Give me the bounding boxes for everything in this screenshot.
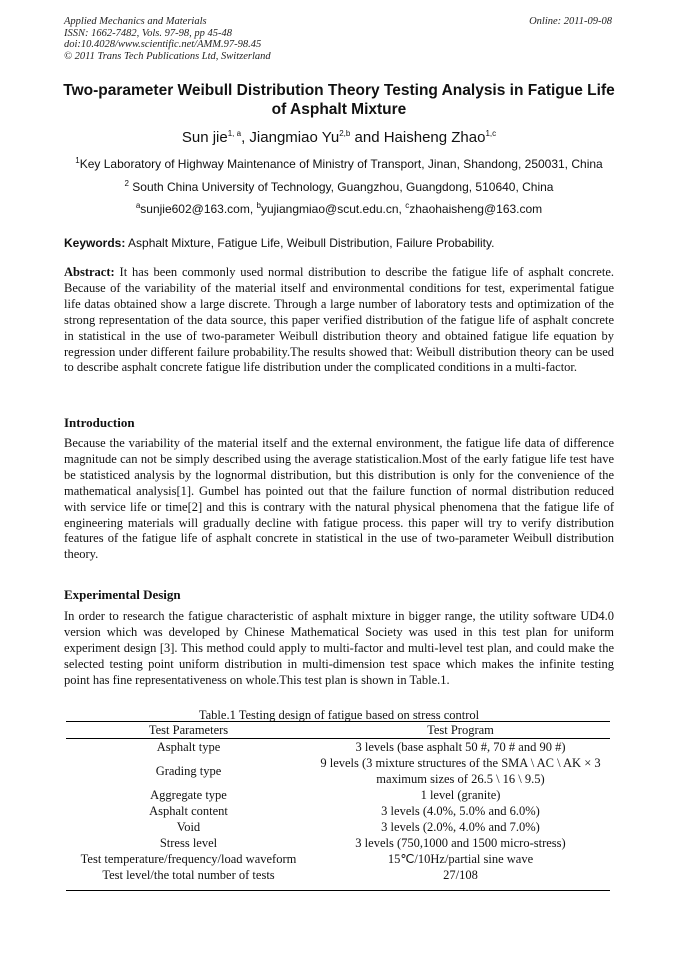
table-row xyxy=(66,803,610,819)
table-row xyxy=(66,835,610,851)
table-cell: Test level/the total number of tests xyxy=(102,868,275,882)
introduction-text: Because the variability of the material itself and the external environment, the fatigue life data of difference magnitude can not be simply described using the average statisticalion.Most of the early fatigue life test have be statisticed analysis by the lognormal distribution, but this distribution is only for the convenience of the mathematical analysis[1]. Gumbel has pointed out that the failure function of normal distribution reduced with service life or time[2] and this is contrary with the natural physical phenomena that the fatigue life of engineering materials will gradually decline with fatigue process. this paper will try to verify distribution features of the fatigue life of asphalt concrete in statistical in the use of two-parameter Weibull distribution theory. xyxy=(64,436,614,562)
table-cell: 3 levels (4.0%, 5.0% and 6.0%) xyxy=(381,804,540,818)
experimental-heading: Experimental Design xyxy=(64,587,181,602)
test-design-table xyxy=(66,722,610,883)
table-cell: 3 levels (750,1000 and 1500 micro-stress) xyxy=(355,836,566,850)
keywords-label: Keywords: xyxy=(64,236,126,250)
column-header: Test Program xyxy=(311,722,610,739)
table-row xyxy=(66,851,610,867)
author-separator: , xyxy=(241,129,250,146)
affiliation-text: Key Laboratory of Highway Maintenance of Ministry of Transport, Jinan, Shandong, 250031, China xyxy=(79,157,603,171)
author-emails xyxy=(0,202,678,216)
doi-line: doi:10.4028/www.scientific.net/AMM.97-98.45 xyxy=(64,39,262,50)
table-cell: 9 levels (3 mixture structures of the SMA \ AC \ AK × 3 maximum sizes of 26.5 \ 16 \ 9.5) xyxy=(320,756,601,786)
abstract xyxy=(64,265,614,376)
table-cell: 27/108 xyxy=(443,868,478,882)
experimental-text: In order to research the fatigue characteristic of asphalt mixture in bigger range, the utility software UD4.0 version which was developed by Chinese Mathematical Society was used in this test plan for uniform experiment design [3]. This method could apply to multi-factor and multi-level test plan, and could make the selected testing point uniform distribution in multi-dimension test space which makes the infinite testing point has fine representativeness on whole.This test plan is shown in Table.1. xyxy=(64,609,614,687)
journal-header xyxy=(64,16,271,62)
affiliation-marker: 1 xyxy=(75,156,80,165)
keywords xyxy=(64,236,494,250)
table-cell: Void xyxy=(176,820,201,834)
table-cell: 15℃/10Hz/partial sine wave xyxy=(387,852,534,866)
affiliation-2 xyxy=(0,180,678,194)
email-marker: c xyxy=(405,201,410,210)
email-link[interactable]: yujiangmiao@scut.edu.cn, xyxy=(260,202,406,216)
author-name: Haisheng Zhao xyxy=(383,129,486,146)
abstract-text: It has been commonly used normal distribution to describe the fatigue life of asphalt concrete. Because of the variability of the material itself and environmental conditions for test, experimental fatigue life datas obtained show a large discrete. Through a large number of laboratory tests and optimization of the strong representation of the data source, this paper verified distribution of the fatigue life of asphalt concrete in statistical in the use of two-parameter Weibull distribution theory and obtained fatigue life equation by regression under different failure probability.The results showed that: Weibull distribution theory can be used to describe asphalt concrete fatigue life distribution under the complicated conditions in a multi-factor. xyxy=(64,265,614,375)
table-cell: Asphalt content xyxy=(149,804,228,818)
column-header: Test Parameters xyxy=(66,722,311,739)
journal-name: Applied Mechanics and Materials xyxy=(64,16,207,27)
keywords-text: Asphalt Mixture, Fatigue Life, Weibull Distribution, Failure Probability. xyxy=(125,236,495,250)
table-cell: 3 levels (base asphalt 50 #, 70 # and 90 #) xyxy=(355,740,566,754)
affiliation-1 xyxy=(0,157,678,171)
issn-line: ISSN: 1662-7482, Vols. 97-98, pp 45-48 xyxy=(64,27,232,39)
online-date: Online: 2011-09-08 xyxy=(529,16,612,27)
table-row xyxy=(66,787,610,803)
table-row xyxy=(66,739,610,756)
table-cell: 3 levels (2.0%, 4.0% and 7.0%) xyxy=(381,820,540,834)
paper-title: Two-parameter Weibull Distribution Theory Testing Analysis in Fatigue Life of Asphalt Mixture xyxy=(63,82,615,118)
email-marker: a xyxy=(135,201,141,210)
author-superscript: 1,c xyxy=(485,129,497,138)
table-header-row xyxy=(66,722,610,739)
table-cell: Aggregate type xyxy=(150,788,227,802)
author-superscript: 2,b xyxy=(339,129,351,138)
table-caption: Table.1 Testing design of fatigue based on stress control xyxy=(198,708,480,722)
author-list xyxy=(0,129,678,147)
table-cell: Grading type xyxy=(155,764,222,778)
table-cell: Test temperature/frequency/load waveform xyxy=(80,852,297,866)
affiliation-marker: 2 xyxy=(124,179,129,188)
table-row xyxy=(66,867,610,883)
introduction-heading: Introduction xyxy=(64,415,135,430)
abstract-label: Abstract: xyxy=(64,265,115,279)
email-link[interactable]: sunjie602@163.com, xyxy=(140,202,257,216)
author-superscript: 1, a xyxy=(227,129,242,138)
affiliation-text: South China University of Technology, Guangzhou, Guangdong, 510640, China xyxy=(128,180,554,194)
copyright-line: © 2011 Trans Tech Publications Ltd, Switzerland xyxy=(64,50,271,62)
table-cell: 1 level (granite) xyxy=(420,788,501,802)
author-separator: and xyxy=(350,129,384,146)
table-cell: Stress level xyxy=(159,836,218,850)
table-row xyxy=(66,819,610,835)
author-name: Jiangmiao Yu xyxy=(249,129,340,146)
table-bottom-rule xyxy=(66,890,610,891)
email-marker: b xyxy=(256,201,261,210)
author-name: Sun jie xyxy=(181,129,228,146)
email-link[interactable]: zhaohaisheng@163.com xyxy=(409,202,543,216)
table-row xyxy=(66,755,610,787)
table-cell: Asphalt type xyxy=(156,740,221,754)
